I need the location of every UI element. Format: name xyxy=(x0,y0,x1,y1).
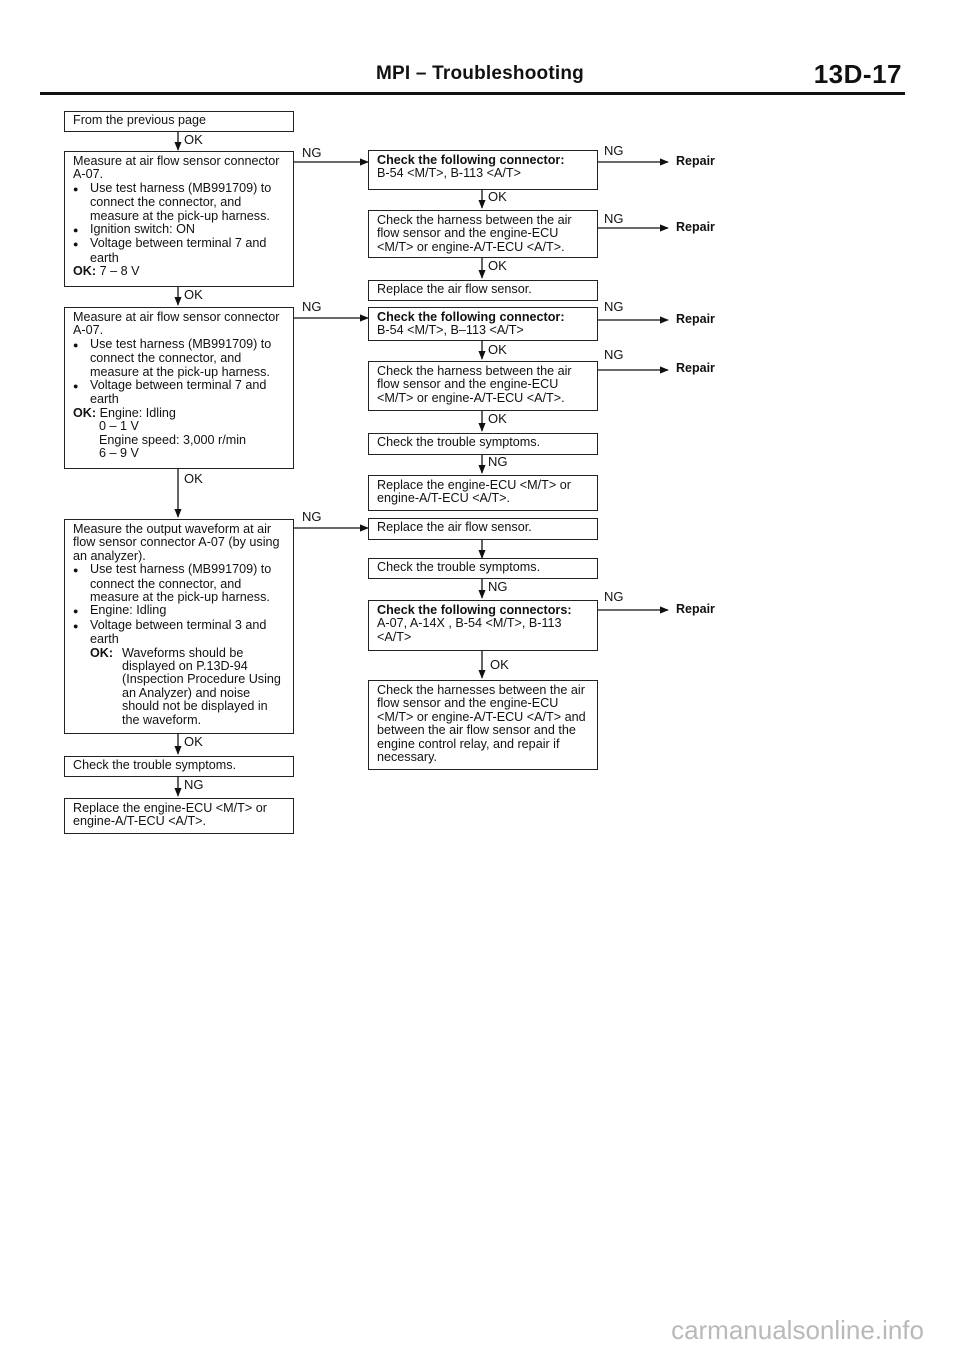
ok-label: OK xyxy=(488,258,507,273)
repair-label: Repair xyxy=(676,220,715,234)
from-previous-text: From the previous page xyxy=(73,113,207,127)
step-check-harnesses-final: Check the harnesses between the air flow sensor and the engine-ECU <M/T> or engine-A/T-ECU <A/T> and between the air flow sensor and the engine control relay, and repair if necessary. xyxy=(368,680,598,770)
ok-label: OK xyxy=(184,471,203,486)
step-replace-ecu-2: Replace the engine-ECU <M/T> or engine-A/T-ECU <A/T>. xyxy=(368,475,598,511)
ok-spec: OK: Engine: Idling xyxy=(73,405,176,420)
ok-label: OK xyxy=(184,734,203,749)
repair-label: Repair xyxy=(676,602,715,616)
ng-label: NG xyxy=(488,454,508,469)
repair-label: Repair xyxy=(676,154,715,168)
step-check-harness-1: Check the harness between the air flow sensor and the engine-ECU <M/T> or engine-A/T-ECU <A/T>. xyxy=(368,210,598,258)
ok-spec-line: 6 – 9 V xyxy=(99,446,139,461)
step-bullet: ● Ignition switch: ON xyxy=(73,223,287,237)
step-check-trouble-symptoms-2: Check the trouble symptoms. xyxy=(368,433,598,455)
page-title: MPI – Troubleshooting xyxy=(376,63,584,84)
ng-label: NG xyxy=(604,299,624,314)
step-check-harness-2: Check the harness between the air flow sensor and the engine-ECU <M/T> or engine-A/T-ECU <A/T>. xyxy=(368,361,598,411)
ok-label: OK xyxy=(488,411,507,426)
step-check-connectors-3: Check the following connectors: A-07, A-14X , B-54 <M/T>, B-113 <A/T> xyxy=(368,600,598,651)
step-bullet: ● Voltage between terminal 7 and earth xyxy=(73,379,287,407)
repair-label: Repair xyxy=(676,312,715,326)
step-check-connector-2: Check the following connector: B-54 <M/T>, B–113 <A/T> xyxy=(368,307,598,341)
step-check-connector-1: Check the following connector: B-54 <M/T>, B-113 <A/T> xyxy=(368,150,598,190)
ok-label: OK xyxy=(488,342,507,357)
ng-label: NG xyxy=(604,211,624,226)
step-bullet: ● Engine: Idling xyxy=(73,604,287,618)
ng-label: NG xyxy=(302,145,322,160)
step-measure-voltage-idling xyxy=(64,307,294,469)
step-check-trouble-symptoms: Check the trouble symptoms. xyxy=(64,756,294,777)
step-bullet: ● Use test harness (MB991709) to connect the connector, and measure at the pick-up harness. xyxy=(73,182,287,223)
ok-label: OK xyxy=(184,132,203,147)
step-bullet: ● Voltage between terminal 7 and earth xyxy=(73,237,287,265)
step-replace-air-flow-sensor-1: Replace the air flow sensor. xyxy=(368,280,598,301)
ng-label: NG xyxy=(302,299,322,314)
ok-spec-text: Waveforms should be displayed on P.13D-94 (Inspection Procedure Using an Analyzer) and noise should not be displayed in the waveform. xyxy=(122,645,281,727)
step-bullet: ● Use test harness (MB991709) to connect the connector, and measure at the pick-up harness. xyxy=(73,563,287,604)
step-measure-voltage-ignition xyxy=(64,151,294,287)
step-bullet: ● Voltage between terminal 3 and earth xyxy=(73,619,287,647)
ok-spec: OK: xyxy=(90,645,114,660)
step-bullet: ● Use test harness (MB991709) to connect the connector, and measure at the pick-up harness. xyxy=(73,338,287,379)
ok-spec: OK: 7 – 8 V xyxy=(73,264,140,279)
ng-label: NG xyxy=(604,347,624,362)
ok-spec-line: Engine speed: 3,000 r/min xyxy=(99,432,247,447)
step-title: Measure at air flow sensor connector A-07. xyxy=(73,154,280,182)
ng-label: NG xyxy=(604,589,624,604)
step-check-trouble-symptoms-3: Check the trouble symptoms. xyxy=(368,558,598,579)
repair-label: Repair xyxy=(676,361,715,375)
ng-label: NG xyxy=(184,777,204,792)
page-code: 13D-17 xyxy=(813,59,902,89)
from-previous-page-box xyxy=(64,111,294,132)
ng-label: NG xyxy=(604,143,624,158)
step-measure-waveform xyxy=(64,519,294,734)
ok-label: OK xyxy=(184,287,203,302)
ok-label: OK xyxy=(490,657,509,672)
step-replace-ecu: Replace the engine-ECU <M/T> or engine-A/T-ECU <A/T>. xyxy=(64,798,294,834)
step-title: Measure at air flow sensor connector A-07. xyxy=(73,310,280,338)
watermark: carmanualsonline.info xyxy=(671,1315,924,1345)
step-replace-air-flow-sensor-2: Replace the air flow sensor. xyxy=(368,518,598,540)
ok-label: OK xyxy=(488,189,507,204)
ok-spec-line: 0 – 1 V xyxy=(99,419,139,434)
ng-label: NG xyxy=(302,509,322,524)
step-title: Measure the output waveform at air flow sensor connector A-07 (by using an analyzer). xyxy=(73,522,280,563)
ng-label: NG xyxy=(488,579,508,594)
